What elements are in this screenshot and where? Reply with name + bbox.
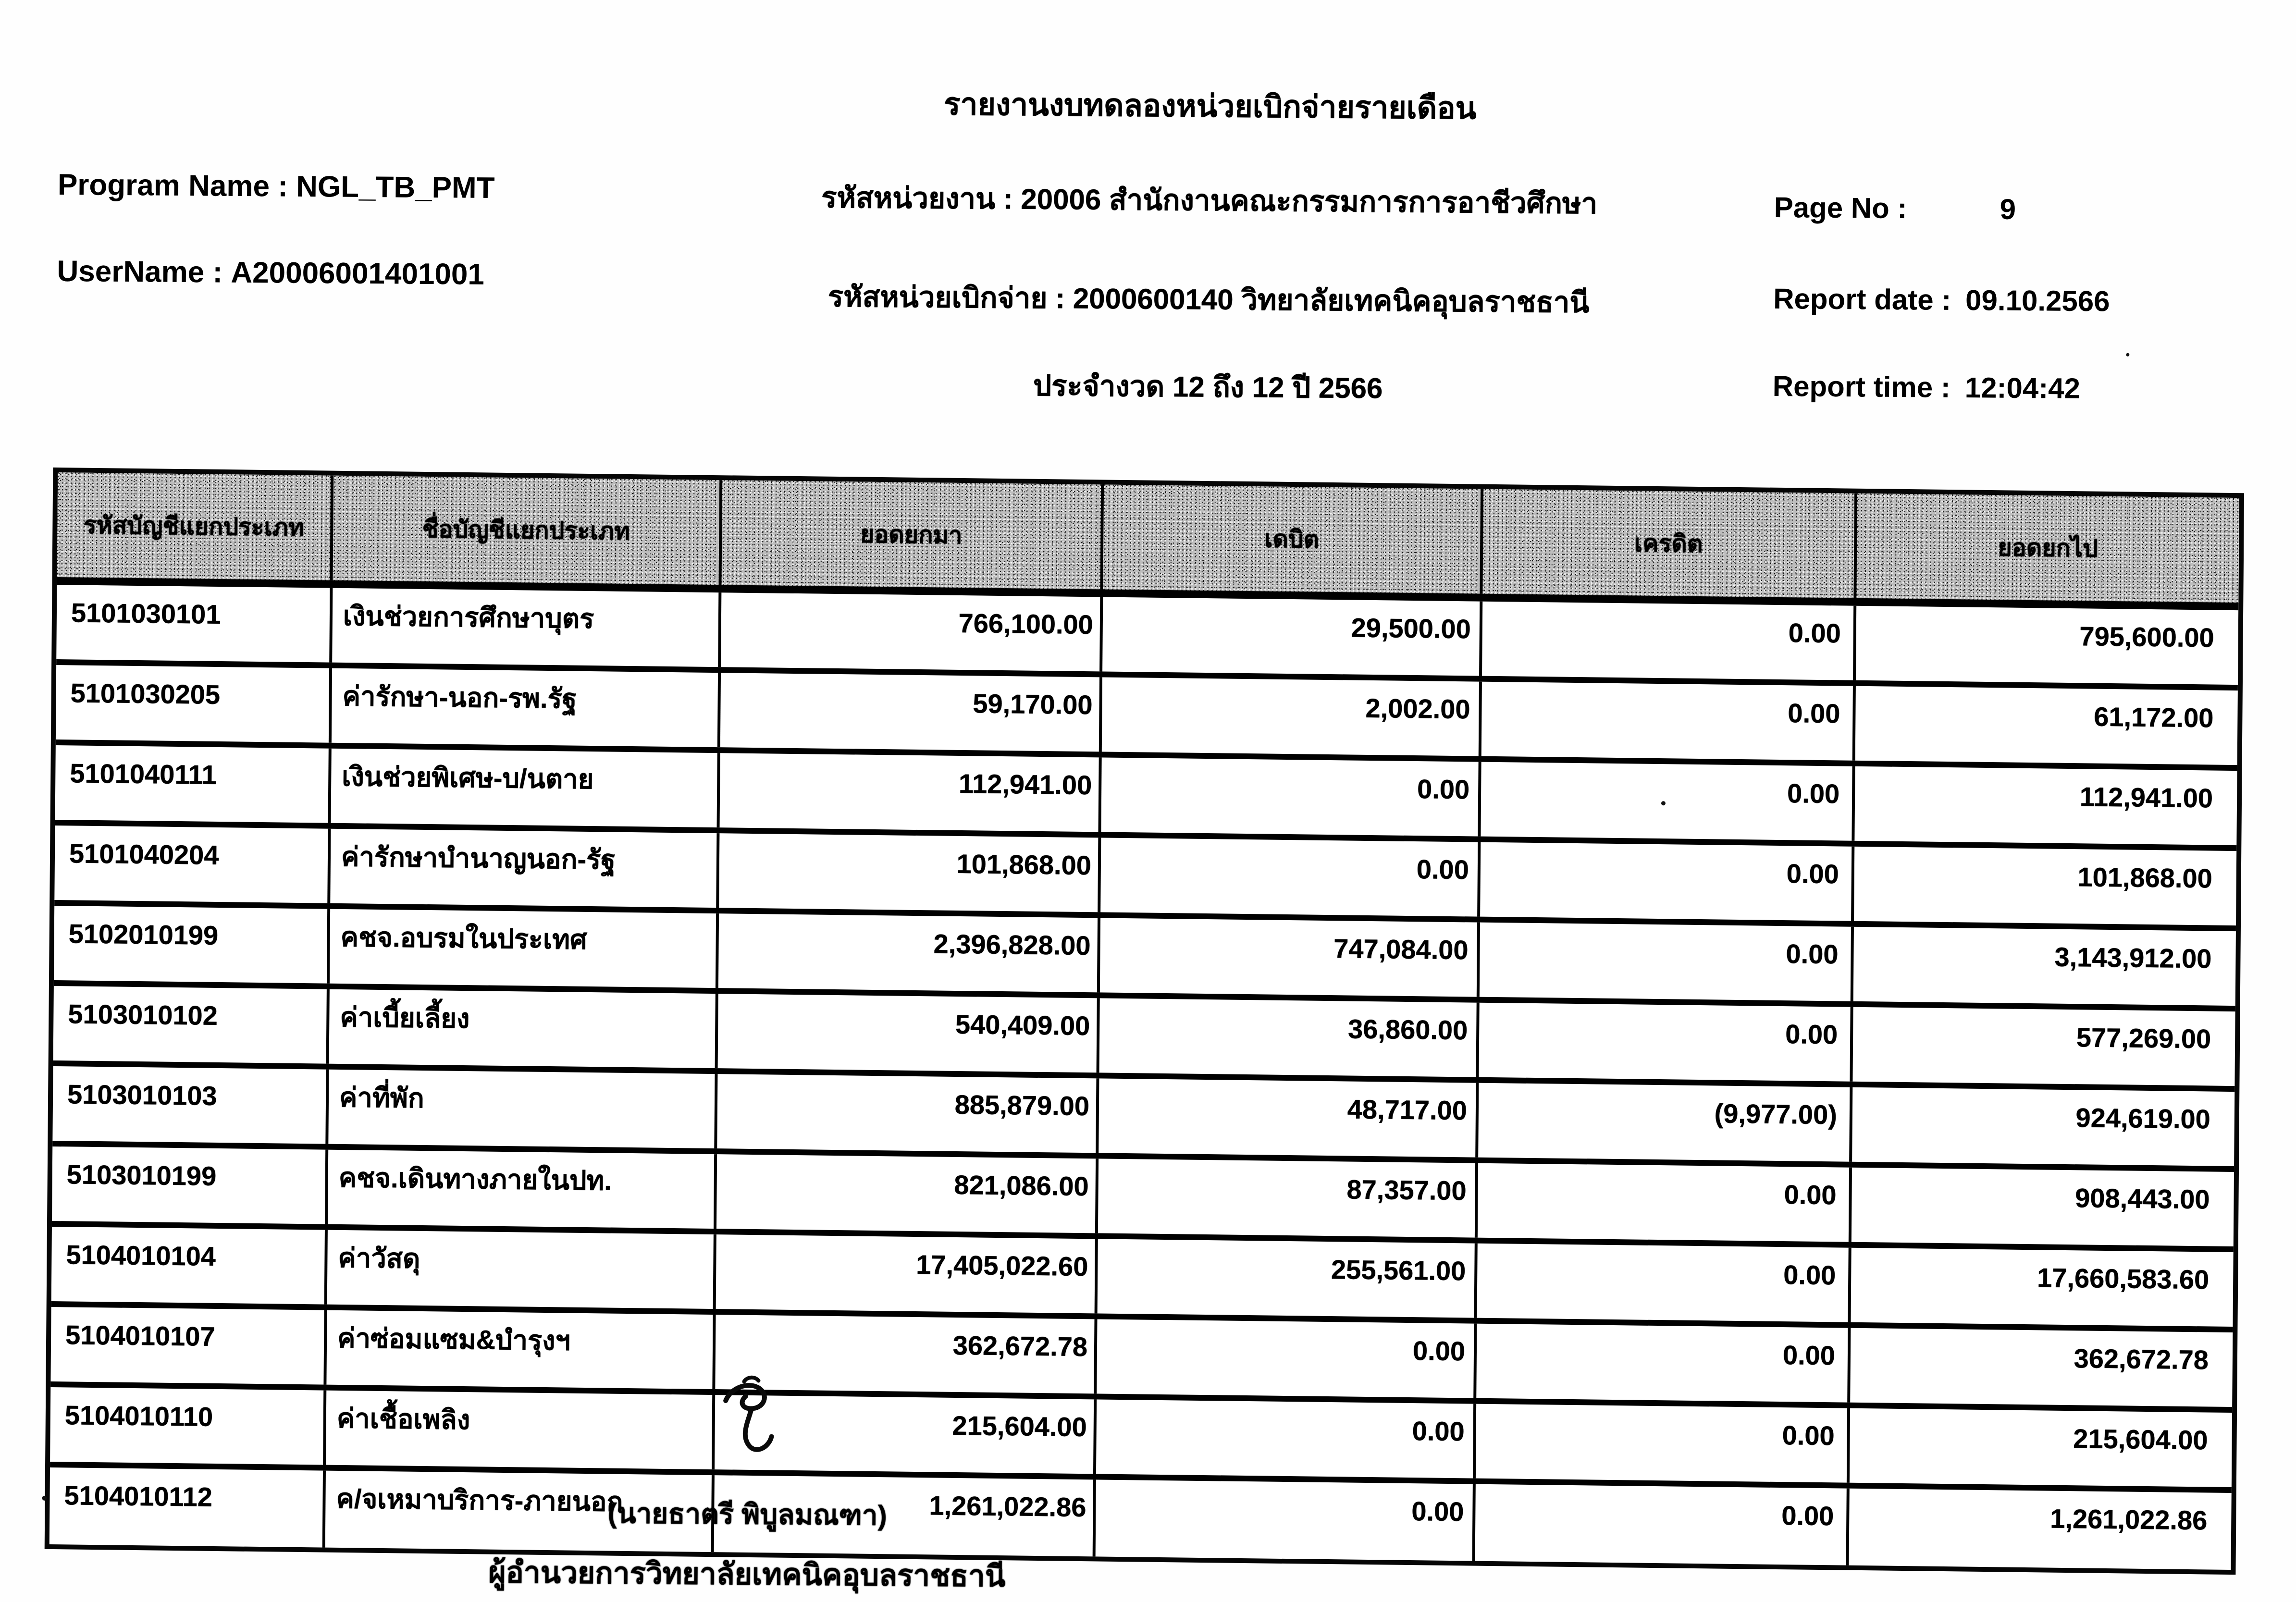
cell-account-code: 5104010112 (49, 1467, 326, 1548)
cell-account-name: คชจ.อบรมในประเทศ (330, 909, 719, 988)
username-label: UserName : (57, 254, 223, 289)
col-header-credit: เครดิต (1482, 489, 1857, 598)
cell-account-name: ค่ารักษาบำนาญนอก-รัฐ (330, 829, 719, 908)
signatory-title: ผู้อำนวยการวิทยาลัยเทคนิคอุบลราชธานี (488, 1556, 1006, 1593)
username-line (57, 254, 484, 292)
cell-closing-balance: 17,660,583.60 (2037, 1262, 2210, 1295)
cell-account-name: ค่าที่พัก (328, 1070, 717, 1148)
cell-closing-balance: 924,619.00 (2075, 1102, 2211, 1134)
signatory-name: (นายธาตรี พิบูลมณฑา) (607, 1498, 888, 1531)
cell-debit: 0.00 (1096, 1479, 1476, 1561)
cell-closing-balance: 61,172.00 (2094, 701, 2214, 733)
col-header-account-name: ชื่อบัญชีแยกประเภท (333, 476, 723, 585)
col-header-closing-balance: ยอดยกไป (1998, 533, 2098, 562)
cell-opening-balance: 885,879.00 (717, 1074, 1099, 1153)
cell-account-name: ค่าวัสดุ (327, 1230, 716, 1309)
cell-debit: 29,500.00 (1102, 597, 1482, 676)
cell-opening-balance: 112,941.00 (720, 753, 1102, 832)
cell-debit: 48,717.00 (1099, 1078, 1479, 1157)
cell-debit: 0.00 (1097, 1319, 1477, 1398)
report-date-line (1773, 282, 2110, 318)
cell-account-name: ค่าเบี้ยเลี้ยง (329, 989, 718, 1068)
report-date-value: 09.10.2566 (1965, 284, 2110, 318)
cell-closing-balance: 112,941.00 (2079, 781, 2213, 813)
cell-debit: 255,561.00 (1098, 1239, 1478, 1318)
cell-account-code: 5101030205 (56, 665, 332, 743)
report-title: รายงานงบทดลองหน่วยเบิกจ่ายรายเดือน (943, 86, 1477, 126)
cell-closing-balance: 215,604.00 (2073, 1423, 2208, 1455)
trial-balance-table (45, 468, 2244, 1575)
agency-label: รหัสหน่วยงาน : (821, 181, 1013, 215)
cell-account-name: เงินช่วยพิเศษ-บ/นตาย (331, 749, 720, 827)
program-name-label: Program Name : (57, 168, 288, 203)
cell-account-code: 5104010104 (51, 1227, 328, 1305)
page-no-value: 9 (2000, 193, 2016, 225)
ink-speck (1661, 801, 1666, 805)
cell-closing-balance: 362,672.78 (2074, 1343, 2209, 1375)
cell-credit: 0.00 (1480, 923, 1854, 1001)
cell-account-name: ค่าซ่อมแซม&บำรุงฯ (326, 1310, 716, 1389)
signature-block (439, 1489, 1055, 1600)
cell-closing-balance: 1,261,022.86 (2050, 1503, 2208, 1536)
report-time-label: Report time : (1772, 370, 1951, 404)
cell-closing-balance: 908,443.00 (2075, 1183, 2210, 1215)
cell-account-code: 5101040204 (54, 826, 331, 903)
cell-account-code: 5104010110 (50, 1387, 326, 1465)
page-no-label: Page No : (1774, 191, 1907, 225)
cell-opening-balance: 101,868.00 (719, 833, 1101, 912)
cell-credit: 0.00 (1475, 1484, 1850, 1565)
cell-account-code: 5104010107 (50, 1307, 327, 1385)
cell-closing-balance: 795,600.00 (2079, 621, 2214, 653)
cell-credit: 0.00 (1481, 762, 1855, 841)
cell-opening-balance: 1,261,022.86 (714, 1475, 1096, 1556)
col-header-opening-balance: ยอดยกมา (721, 480, 1104, 589)
page-no-line (1774, 191, 2016, 225)
cell-credit: 0.00 (1476, 1404, 1850, 1483)
cell-debit: 0.00 (1096, 1399, 1476, 1478)
cell-credit: 0.00 (1478, 1163, 1852, 1242)
cell-debit: 87,357.00 (1098, 1158, 1478, 1237)
cell-debit: 0.00 (1101, 757, 1481, 836)
cell-opening-balance: 540,409.00 (718, 994, 1100, 1072)
cell-opening-balance: 766,100.00 (721, 592, 1103, 671)
cell-account-code: 5102010199 (54, 906, 330, 984)
disbursement-unit-line (776, 273, 1642, 326)
cell-account-code: 5101040111 (55, 745, 332, 823)
cell-account-code: 5103010199 (52, 1146, 328, 1224)
cell-closing-balance: 3,143,912.00 (2054, 941, 2212, 974)
cell-opening-balance: 215,604.00 (715, 1395, 1097, 1474)
cell-account-code: 5101030101 (56, 585, 333, 663)
cell-credit: 0.00 (1476, 1324, 1851, 1403)
cell-account-name: ค่าเชื้อเพลิง (326, 1391, 715, 1469)
cell-credit: 0.00 (1480, 842, 1854, 921)
program-name-line (58, 168, 495, 205)
cell-credit: 0.00 (1479, 1003, 1853, 1082)
ink-speck (42, 1496, 47, 1501)
disbursement-unit-label: รหัสหน่วยเบิกจ่าย : (827, 280, 1065, 315)
agency-value: 20006 สำนักงานคณะกรรมการการอาชีวศึกษา (1021, 183, 1598, 220)
cell-account-name: ค่ารักษา-นอก-รพ.รัฐ (332, 668, 721, 747)
cell-closing-balance: 101,868.00 (2077, 862, 2213, 894)
cell-credit: (9,977.00) (1478, 1083, 1852, 1162)
meta-right-block (1772, 14, 2256, 405)
program-name-value: NGL_TB_PMT (296, 170, 495, 205)
agency-line (777, 174, 1642, 227)
cell-debit: 2,002.00 (1102, 677, 1482, 756)
cell-account-code: 5103010103 (52, 1066, 329, 1144)
cell-debit: 0.00 (1100, 838, 1481, 916)
report-time-line (1772, 370, 2081, 405)
table-body (49, 585, 2238, 1570)
cell-account-code: 5103010102 (53, 986, 330, 1064)
cell-account-name: คชจ.เดินทางภายในปท. (328, 1150, 717, 1229)
cell-credit: 0.00 (1477, 1244, 1852, 1322)
col-header-debit: เดบิต (1103, 484, 1483, 593)
cell-credit: 0.00 (1481, 682, 1856, 761)
username-value: A20006001401001 (231, 256, 485, 291)
cell-opening-balance: 17,405,022.60 (716, 1234, 1098, 1313)
cell-account-name: เงินช่วยการศึกษาบุตร (332, 588, 721, 667)
handwritten-signature-mark (712, 1373, 784, 1465)
report-date-label: Report date : (1773, 283, 1951, 316)
cell-debit: 747,084.00 (1100, 918, 1480, 997)
cell-account-name: ค/จเหมาบริการ-ภายนอก (325, 1471, 715, 1552)
col-header-account-code: รหัสบัญชีแยกประเภท (57, 472, 334, 580)
cell-opening-balance: 362,672.78 (715, 1315, 1097, 1393)
cell-debit: 36,860.00 (1099, 998, 1480, 1077)
report-time-value: 12:04:42 (1964, 371, 2081, 405)
cell-opening-balance: 59,170.00 (720, 673, 1102, 752)
cell-closing-balance: 577,269.00 (2076, 1022, 2211, 1054)
period-line: ประจำงวด 12 ถึง 12 ปี 2566 (1033, 369, 1383, 405)
cell-opening-balance: 821,086.00 (716, 1154, 1099, 1233)
ink-speck (2126, 353, 2129, 357)
cell-opening-balance: 2,396,828.00 (718, 913, 1100, 992)
disbursement-unit-value: 2000600140 วิทยาลัยเทคนิคอุบลราชธานี (1073, 282, 1590, 319)
cell-credit: 0.00 (1482, 602, 1856, 680)
